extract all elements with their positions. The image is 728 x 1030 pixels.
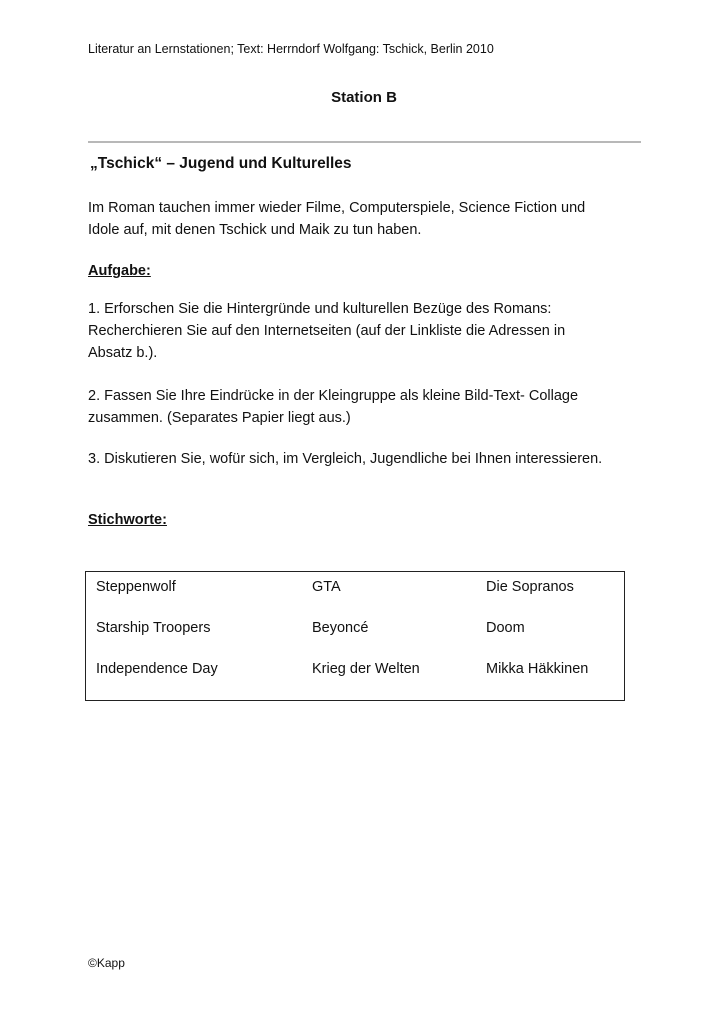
keyword-item: Die Sopranos [486,579,574,595]
keywords-box [85,571,625,701]
horizontal-rule [88,141,641,143]
keywords-label: Stichworte: [88,512,167,528]
task-1-line-3: Absatz b.). [88,345,158,361]
keyword-item: Starship Troopers [96,620,211,636]
intro-line-1: Im Roman tauchen immer wieder Filme, Computerspiele, Science Fiction und [88,200,586,216]
keyword-row [86,579,624,601]
page-footer: ©Kapp [88,956,125,970]
keyword-item: Mikka Häkkinen [486,661,589,677]
task-1-line-1: 1. Erforschen Sie die Hintergründe und kulturellen Bezüge des Romans: [88,301,552,317]
keyword-item: Doom [486,620,525,636]
task-label: Aufgabe: [88,263,151,279]
task-1 [88,298,658,364]
intro-line-2: Idole auf, mit denen Tschick und Maik zu tun haben. [88,222,422,238]
task-label-block [88,260,658,282]
page-header: Literatur an Lernstationen; Text: Herrndorf Wolfgang: Tschick, Berlin 2010 [88,42,494,56]
intro-paragraph [88,197,658,241]
task-1-line-2: Recherchieren Sie auf den Internetseiten (auf der Linkliste die Adressen in [88,323,566,339]
section-heading: „Tschick“ – Jugend und Kulturelles [90,155,352,172]
task-2-line-1: 2. Fassen Sie Ihre Eindrücke in der Kleingruppe als kleine Bild-Text- Collage [88,388,579,404]
keyword-item: Steppenwolf [96,579,176,595]
task-3 [88,448,658,470]
keyword-row [86,620,624,642]
task-2-line-2: zusammen. (Separates Papier liegt aus.) [88,410,351,426]
keyword-item: Independence Day [96,661,218,677]
keyword-item: GTA [312,579,341,595]
station-title: Station B [331,89,397,106]
task-3-line-1: 3. Diskutieren Sie, wofür sich, im Vergleich, Jugendliche bei Ihnen interessieren. [88,451,603,467]
keyword-row [86,661,624,683]
keyword-item: Beyoncé [312,620,369,636]
task-2 [88,385,658,429]
keyword-item: Krieg der Welten [312,661,420,677]
keywords-label-block [88,509,658,531]
